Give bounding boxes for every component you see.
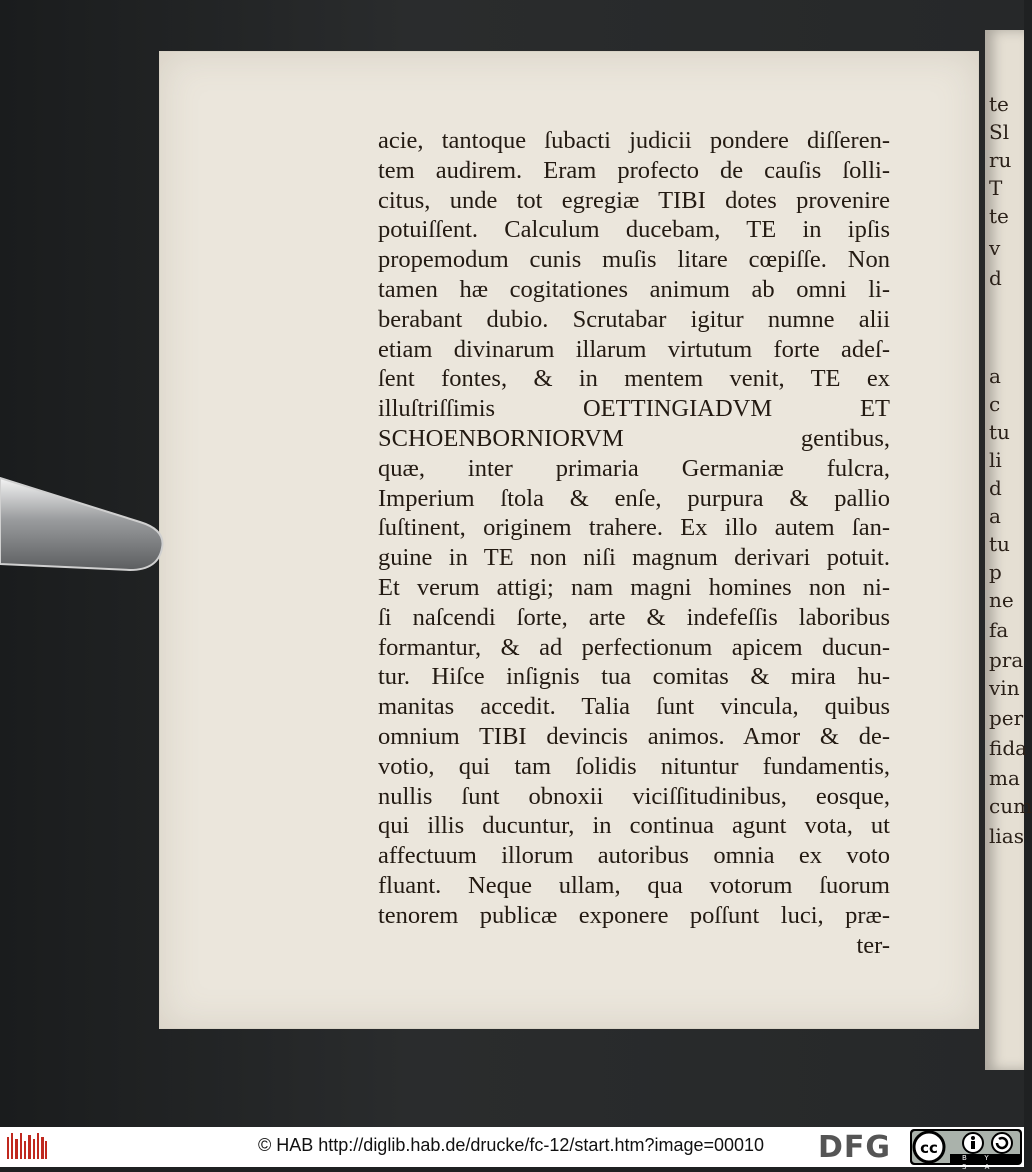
next-page-fragment: lias	[989, 824, 1024, 848]
text-line: potuiſſent. Calculum ducebam, TE in ipſis	[378, 216, 890, 244]
page-clip	[0, 478, 166, 574]
next-page-edge	[985, 30, 1032, 1070]
next-page-fragment: T	[989, 176, 1003, 200]
text-line: berabant dubio. Scrutabar igitur numne alii	[378, 305, 890, 333]
next-page-fragment: cum	[989, 794, 1032, 818]
text-line: formantur, & ad perfectionum apicem ducun-	[378, 633, 890, 661]
text-line: propemodum cunis muſis litare cœpiſſe. Non	[378, 246, 890, 274]
text-line: tur. Hiſce inſignis tua comitas & mira hu-	[378, 663, 890, 691]
text-line: acie, tantoque ſubacti judicii pondere diſſeren-	[378, 127, 890, 154]
text-line: nullis ſunt obnoxii viciſſitudinibus, eosque,	[378, 782, 890, 810]
text-line: quæ, inter primaria Germaniæ fulcra,	[378, 454, 890, 482]
next-page-fragment: vin	[989, 676, 1020, 700]
text-line: fluant. Neque ullam, qua votorum ſuorum	[378, 871, 890, 899]
text-line: Et verum attigi; nam magni homines non ni-	[378, 573, 890, 601]
text-line: Imperium ſtola & enſe, purpura & pallio	[378, 484, 890, 512]
text-line: ſent fontes, & in mentem venit, TE ex	[378, 365, 890, 393]
text-line: manitas accedit. Talia ſunt vincula, quibus	[378, 693, 890, 721]
text-line: ſi naſcendi ſorte, arte & indefeſſis laboribus	[378, 603, 890, 631]
text-line: qui illis ducuntur, in continua agunt vota, ut	[378, 812, 890, 840]
text-line: votio, qui tam ſolidis nituntur fundamentis,	[378, 752, 890, 780]
copyright-link[interactable]: © HAB http://diglib.hab.de/drucke/fc-12/start.htm?image=00010	[258, 1135, 765, 1155]
text-line: SCHOENBORNIORVM gentibus,	[378, 424, 890, 452]
next-page-fragment: ma	[989, 766, 1020, 790]
catchword: ter-	[856, 931, 890, 959]
text-line: illuſtriſſimis OETTINGIADVM ET	[378, 395, 890, 423]
next-page-fragment: ne	[989, 588, 1014, 612]
text-line: affectuum illorum autoribus omnia ex voto	[378, 842, 890, 870]
next-page-fragment: a	[989, 364, 1001, 388]
next-page-fragment: fida	[989, 736, 1028, 760]
dfg-logo: DFG	[818, 1130, 892, 1165]
next-page-fragment: tu	[989, 420, 1010, 444]
text-line: omnium TIBI devincis animos. Amor & de-	[378, 722, 890, 750]
next-page-fragment: d	[989, 266, 1002, 290]
text-line: citus, unde tot egregiæ TIBI dotes provenire	[378, 186, 890, 214]
footer-bar	[0, 1127, 1024, 1171]
svg-text:cc: cc	[920, 1139, 938, 1157]
next-page-fragment: d	[989, 476, 1002, 500]
text-line: tem audirem. Eram profecto de cauſis ſolli-	[378, 156, 890, 184]
next-page-fragment: v	[989, 236, 1001, 260]
license-label: BY SA	[962, 1154, 1008, 1171]
text-line: etiam divinarum illarum virtutum forte adeſ-	[378, 335, 890, 363]
next-page-fragment: pra	[989, 648, 1024, 672]
next-page-fragment: a	[989, 504, 1001, 528]
text-line: tenorem publicæ exponere poſſunt luci, præ-	[378, 901, 890, 929]
hab-logo-icon	[6, 1131, 48, 1163]
next-page-fragment: c	[989, 392, 1001, 416]
next-page-fragment: per	[989, 706, 1024, 730]
text-line: tamen hæ cogitationes animum ab omni li-	[378, 275, 890, 303]
next-page-fragment: tu	[989, 532, 1010, 556]
text-line: ſuſtinent, originem trahere. Ex illo autem ſan-	[378, 514, 890, 542]
next-page-fragment: te	[989, 92, 1009, 116]
next-page-fragment: Sl	[989, 120, 1010, 144]
next-page-fragment: p	[989, 560, 1002, 584]
cc-license-badge[interactable]	[910, 1129, 1022, 1171]
next-page-fragment: fa	[989, 618, 1009, 642]
next-page-fragment: ru	[989, 148, 1012, 172]
next-page-fragment: te	[989, 204, 1009, 228]
latin-text-block	[378, 126, 890, 960]
next-page-fragment: li	[989, 448, 1002, 472]
text-line: guine in TE non niſi magnum derivari potuit.	[378, 544, 890, 572]
